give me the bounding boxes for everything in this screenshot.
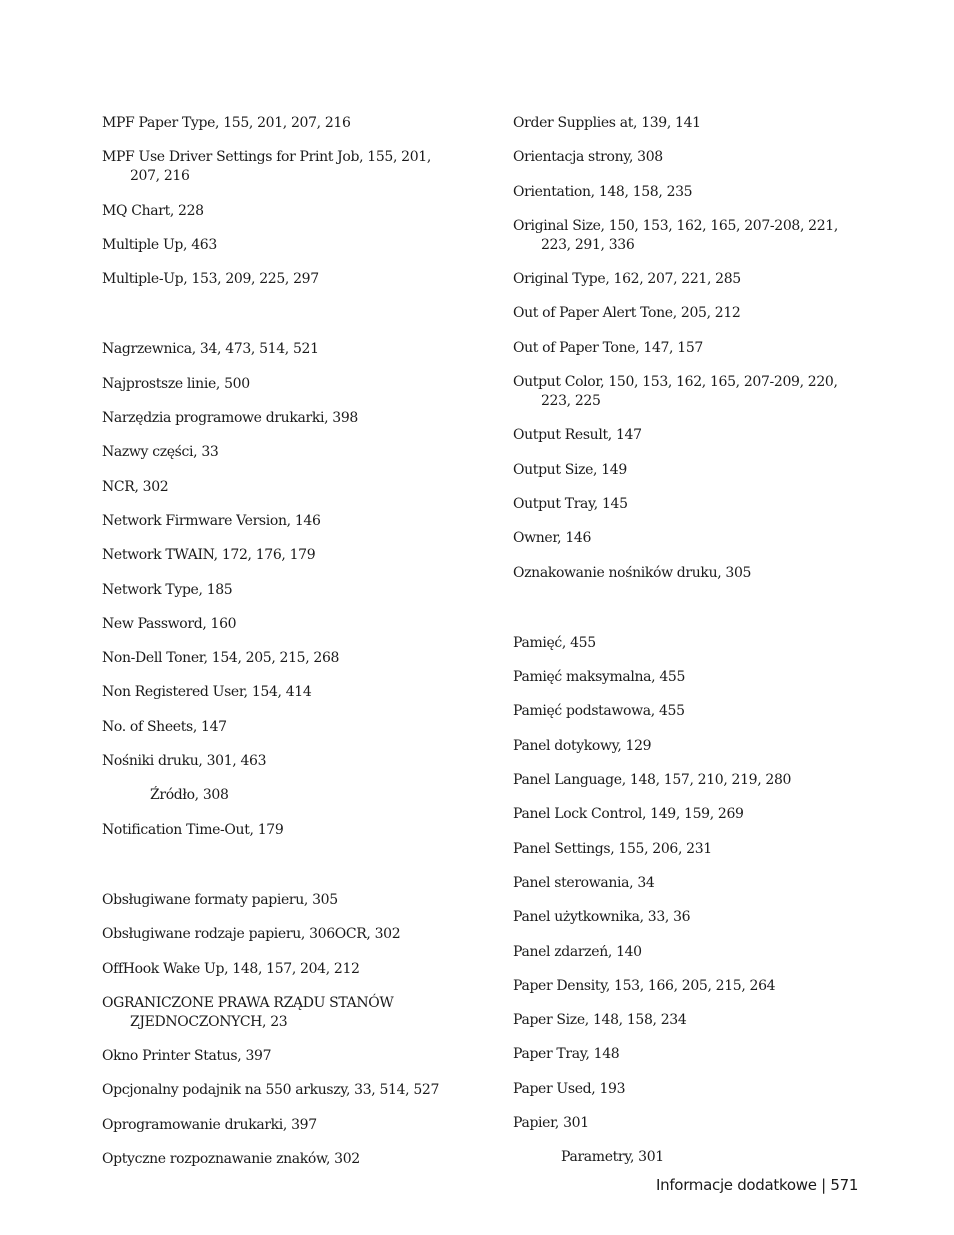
index-entry: Nagrzewnica, 34, 473, 514, 521: [102, 341, 319, 358]
index-entry: OffHook Wake Up, 148, 157, 204, 212: [102, 960, 360, 977]
index-entry: Original Type, 162, 207, 221, 285: [513, 271, 741, 288]
group-gap: [102, 855, 447, 891]
index-entry: Order Supplies at, 139, 141: [513, 115, 701, 131]
index-entry: Non Registered User, 154, 414: [102, 684, 312, 701]
index-group-p: [513, 634, 858, 1133]
index-entry: Pamięć, 455: [513, 634, 596, 651]
index-entry: Multiple-Up, 153, 209, 225, 297: [102, 271, 319, 288]
index-entry: Nośniki druku, 301, 463: [102, 753, 267, 770]
index-entry: Paper Used, 193: [513, 1080, 626, 1097]
page-footer: [656, 1176, 858, 1194]
index-entry: Out of Paper Alert Tone, 205, 212: [513, 305, 741, 322]
index-entry: Orientation, 148, 158, 235: [513, 183, 693, 200]
index-entry: MPF Use Driver Settings for Print Job, 155, 201, 207, 216: [102, 149, 431, 185]
index-entry: Narzędzia programowe drukarki, 398: [102, 410, 358, 427]
index-entry: Panel dotykowy, 129: [513, 737, 652, 754]
index-entry: Pamięć maksymalna, 455: [513, 669, 686, 686]
index-entry: Okno Printer Status, 397: [102, 1048, 272, 1065]
index-entry: Paper Size, 148, 158, 234: [513, 1012, 687, 1029]
index-entry: Output Color, 150, 153, 162, 165, 207-209, 220, 223, 225: [513, 374, 838, 410]
index-entry: Obsługiwane rodzaje papieru, 306OCR, 302: [102, 926, 401, 943]
index-group-o: [102, 891, 447, 1169]
index-entry: Papier, 301: [513, 1115, 589, 1132]
index-entry: Oprogramowanie drukarki, 397: [102, 1116, 317, 1133]
index-column-right: [513, 114, 858, 1183]
index-entry: Network Type, 185: [102, 581, 233, 598]
index-entry: Optyczne rozpoznawanie znaków, 302: [102, 1151, 360, 1168]
index-subentry: Źródło, 308: [150, 787, 229, 804]
index-entry: Panel Language, 148, 157, 210, 219, 280: [513, 772, 792, 789]
index-entry: No. of Sheets, 147: [102, 718, 227, 735]
page-number: 571: [830, 1176, 859, 1194]
index-entry: Paper Tray, 148: [513, 1046, 620, 1063]
index-entry: Output Tray, 145: [513, 495, 628, 512]
group-gap: [102, 304, 447, 340]
index-entry: OGRANICZONE PRAWA RZĄDU STANÓW ZJEDNOCZONYCH, 23: [102, 994, 394, 1030]
index-entry: Network TWAIN, 172, 176, 179: [102, 547, 316, 564]
group-gap: [513, 598, 858, 634]
index-entry: Multiple Up, 463: [102, 236, 217, 253]
index-entry: Notification Time-Out, 179: [102, 821, 284, 838]
index-entry: Panel użytkownika, 33, 36: [513, 909, 691, 926]
index-entry: Out of Paper Tone, 147, 157: [513, 339, 703, 356]
index-entry: Pamięć podstawowa, 455: [513, 703, 685, 720]
index-entry: Output Size, 149: [513, 461, 627, 478]
index-entry: Panel Lock Control, 149, 159, 269: [513, 806, 744, 823]
index-entry: Output Result, 147: [513, 427, 642, 444]
index-entry: Najprostsze linie, 500: [102, 375, 250, 392]
index-entry: Panel Settings, 155, 206, 231: [513, 840, 712, 857]
index-group-n: [102, 340, 447, 771]
index-entry: Obsługiwane formaty papieru, 305: [102, 891, 338, 908]
index-group-o: [513, 114, 858, 583]
index-entry: MQ Chart, 228: [102, 202, 204, 219]
index-subentry: Parametry, 301: [561, 1149, 664, 1166]
footer-separator: |: [821, 1176, 826, 1194]
index-entry: Non-Dell Toner, 154, 205, 215, 268: [102, 650, 340, 667]
footer-section-title: Informacje dodatkowe: [656, 1176, 817, 1194]
index-entry: Panel sterowania, 34: [513, 874, 655, 891]
index-entry: Network Firmware Version, 146: [102, 512, 321, 529]
index-entry: Oznakowanie nośników druku, 305: [513, 564, 752, 581]
index-entry: New Password, 160: [102, 615, 237, 632]
index-column-left: [102, 114, 447, 1184]
index-entry: Paper Density, 153, 166, 205, 215, 264: [513, 977, 776, 994]
index-entry: NCR, 302: [102, 478, 169, 495]
index-entry: Orientacja strony, 308: [513, 149, 663, 166]
index-entry: Nazwy części, 33: [102, 444, 219, 461]
index-entry: Opcjonalny podajnik na 550 arkuszy, 33, 514, 527: [102, 1082, 440, 1099]
index-group-m: [102, 114, 447, 289]
index-entry: Panel zdarzeń, 140: [513, 943, 642, 960]
index-entry: Owner, 146: [513, 530, 592, 547]
index-entry: MPF Paper Type, 155, 201, 207, 216: [102, 115, 351, 131]
index-entry: Original Size, 150, 153, 162, 165, 207-208, 221, 223, 291, 336: [513, 217, 838, 253]
